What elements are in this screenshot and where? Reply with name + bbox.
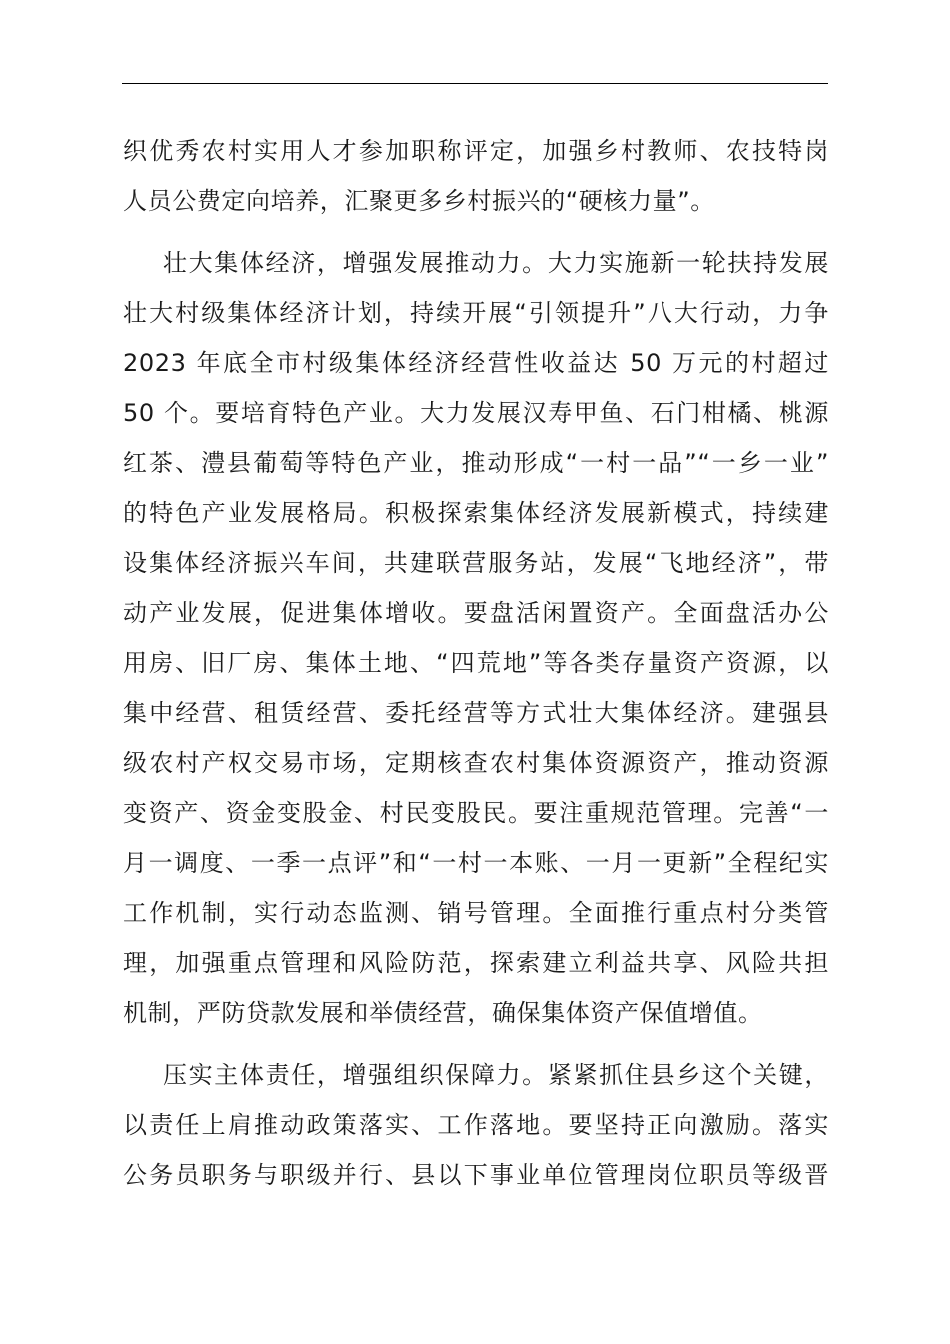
document-body: [123, 126, 829, 1200]
text-line: 动产业发展，促进集体增收。要盘活闲置资产。全面盘活办公: [123, 599, 829, 627]
text-line: 公务员职务与职级并行、县以下事业单位管理岗位职员等级晋: [123, 1161, 829, 1189]
text-line: 的特色产业发展格局。积极探索集体经济发展新模式，持续建: [123, 499, 829, 527]
paragraph-2: [123, 238, 829, 1038]
header-rule: [122, 83, 828, 84]
text-line: 月一调度、一季一点评”和“一村一本账、一月一更新”全程纪实: [123, 849, 829, 877]
paragraph-3: [123, 1050, 829, 1200]
text-line: 红茶、澧县葡萄等特色产业，推动形成“一村一品”“一乡一业”: [123, 449, 829, 477]
text-line: 变资产、资金变股金、村民变股民。要注重规范管理。完善“一: [123, 799, 829, 827]
text-line: 以责任上肩推动政策落实、工作落地。要坚持正向激励。落实: [123, 1111, 829, 1139]
text-line: 50 个。要培育特色产业。大力发展汉寿甲鱼、石门柑橘、桃源: [123, 399, 829, 427]
text-line: 人员公费定向培养，汇聚更多乡村振兴的“硬核力量”。: [123, 187, 715, 215]
text-line: 理，加强重点管理和风险防范，探索建立利益共享、风险共担: [123, 949, 829, 977]
text-line: 壮大集体经济，增强发展推动力。大力实施新一轮扶持发展: [163, 249, 829, 277]
text-line: 壮大村级集体经济计划，持续开展“引领提升”八大行动，力争: [123, 299, 829, 327]
text-line: 级农村产权交易市场，定期核查农村集体资源资产，推动资源: [123, 749, 829, 777]
paragraph-1: [123, 126, 829, 226]
text-line: 工作机制，实行动态监测、销号管理。全面推行重点村分类管: [123, 899, 829, 927]
text-line: 集中经营、租赁经营、委托经营等方式壮大集体经济。建强县: [123, 699, 829, 727]
text-line: 2023 年底全市村级集体经济经营性收益达 50 万元的村超过: [123, 349, 829, 377]
text-line: 机制，严防贷款发展和举债经营，确保集体资产保值增值。: [123, 999, 763, 1027]
text-line: 压实主体责任，增强组织保障力。紧紧抓住县乡这个关键，: [163, 1061, 829, 1089]
text-line: 织优秀农村实用人才参加职称评定，加强乡村教师、农技特岗: [123, 137, 829, 165]
text-line: 设集体经济振兴车间，共建联营服务站，发展“飞地经济”，带: [123, 549, 829, 577]
text-line: 用房、旧厂房、集体土地、“四荒地”等各类存量资产资源，以: [123, 649, 829, 677]
